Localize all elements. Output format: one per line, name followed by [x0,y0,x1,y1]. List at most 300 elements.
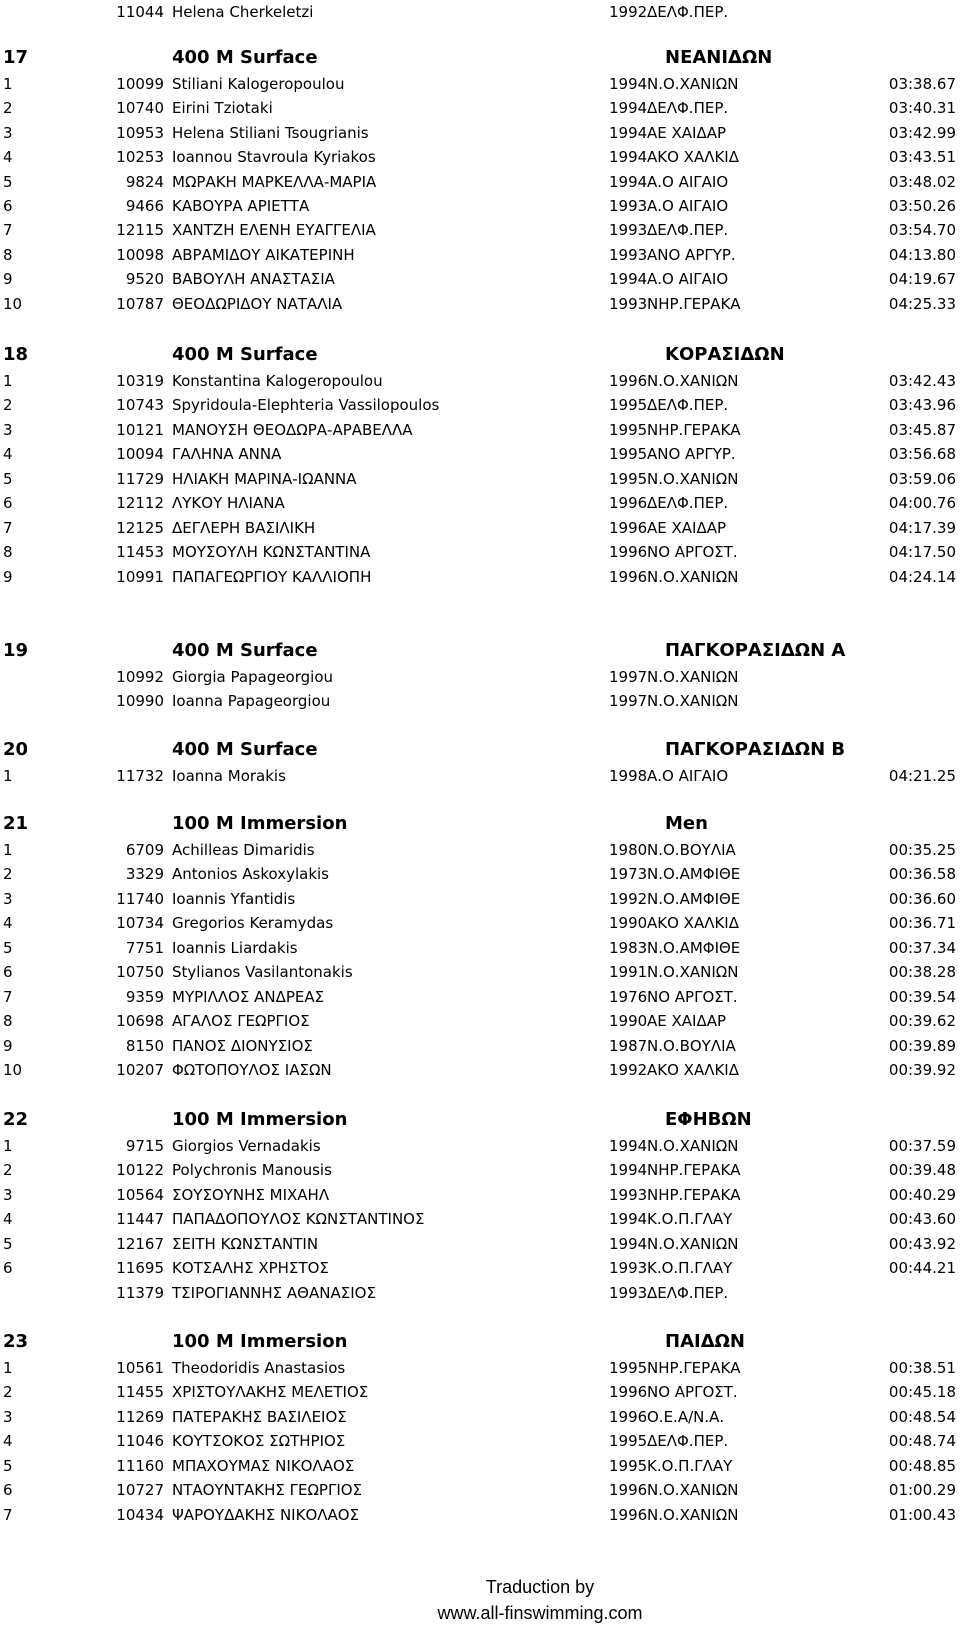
result-row [0,689,960,714]
result-row [0,887,960,912]
club-name: Ο.Ε.Α/Ν.Α. [647,1407,725,1426]
athlete-name: ΧΑΝΤΖΗ ΕΛΕΝΗ ΕΥΑΓΓΕΛΙΑ [172,221,376,240]
event-number: 19 [3,640,29,661]
athlete-id: 10750 [116,963,164,982]
event-name: 400 M Surface [172,640,318,661]
athlete-id: 10207 [116,1061,164,1080]
birth-year: 1996 [609,1481,648,1500]
rank: 1 [3,372,13,390]
athlete-id: 12115 [116,221,164,240]
rank: 8 [3,1012,13,1031]
athlete-name: ΣΕΙΤΗ ΚΩΝΣΤΑΝΤΙΝ [172,1234,319,1253]
club-name: ΑΚΟ ΧΑΛΚΙΔ [647,148,739,167]
result-row [0,194,960,219]
result-time: 03:43.51 [888,148,956,167]
birth-year: 1992 [609,3,648,21]
rank: 6 [3,1259,13,1278]
athlete-name: ΜΠΑΧΟΥΜΑΣ ΝΙΚΟΛΑΟΣ [172,1456,355,1475]
athlete-id: 10953 [116,123,164,142]
result-row [0,121,960,146]
rank: 3 [3,1185,13,1204]
rank: 5 [3,172,13,191]
athlete-name: Ioanna Morakis [172,767,286,785]
rank: 9 [3,270,13,289]
club-name: ΑΚΟ ΧΑΛΚΙΔ [647,1061,739,1080]
athlete-id: 9520 [125,270,164,289]
athlete-name: ΗΛΙΑΚΗ ΜΑΡΙΝΑ-ΙΩΑΝΝΑ [172,469,357,488]
result-row [0,145,960,170]
event-name: 100 M Immersion [172,1331,348,1352]
club-name: ΔΕΛΦ.ΠΕΡ. [647,396,729,415]
athlete-id: 10740 [116,99,164,118]
athlete-name: Achilleas Dimaridis [172,841,315,859]
athlete-id: 10121 [116,420,164,439]
event-category: ΝΕΑΝΙΔΩΝ [665,47,773,68]
club-name: Ν.Ο.ΧΑΝΙΩΝ [647,469,739,488]
event-number: 17 [3,47,29,68]
rank: 5 [3,1456,13,1475]
birth-year: 1996 [609,494,648,513]
athlete-name: ΠΑΤΕΡΑΚΗΣ ΒΑΣΙΛΕΙΟΣ [172,1407,347,1426]
athlete-id: 3329 [125,865,164,884]
rank: 1 [3,1137,13,1155]
result-time: 00:45.18 [888,1383,956,1402]
rank: 9 [3,1036,13,1055]
club-name: Ν.Ο.ΧΑΝΙΩΝ [647,1505,739,1524]
athlete-name: ΣΟΥΣΟΥΝΗΣ ΜΙΧΑΗΛ [172,1185,330,1204]
athlete-name: ΠΑΝΟΣ ΔΙΟΝΥΣΙΟΣ [172,1036,313,1055]
athlete-name: Stylianos Vasilantonakis [172,963,353,982]
club-name: Ν.Ο.ΧΑΝΙΩΝ [647,372,739,390]
rank: 5 [3,938,13,957]
athlete-id: 11453 [116,543,164,562]
athlete-id: 9466 [125,197,164,215]
result-time: 00:48.54 [888,1407,956,1426]
result-time: 04:19.67 [888,270,956,289]
result-row [0,1134,960,1159]
footer-line-1: Traduction by [485,1577,595,1597]
birth-year: 1994 [609,1137,648,1155]
club-name: Ν.Ο.ΒΟΥΛΙΑ [647,1036,736,1055]
birth-year: 1994 [609,99,648,118]
event-header [0,736,960,764]
event-header [0,1106,960,1134]
club-name: Κ.Ο.Π.ΓΛΑΥ [647,1456,733,1475]
athlete-id: 11455 [116,1383,164,1402]
event-header [0,810,960,838]
athlete-name: Giorgios Vernadakis [172,1137,321,1155]
athlete-name: ΜΩΡΑΚΗ ΜΑΡΚΕΛΛΑ-ΜΑΡΙΑ [172,172,377,191]
result-row [0,1380,960,1405]
athlete-name: ΑΒΡΑΜΙΔΟΥ ΑΙΚΑΤΕΡΙΝΗ [172,245,355,264]
athlete-name: Helena Stiliani Tsougrianis [172,123,369,142]
athlete-id: 11160 [116,1456,164,1475]
birth-year: 1976 [609,987,648,1006]
birth-year: 1996 [609,518,648,537]
rank: 6 [3,197,13,215]
athlete-id: 10561 [116,1359,164,1377]
athlete-id: 10094 [116,445,164,464]
result-time: 00:43.92 [888,1234,956,1253]
result-row [0,1183,960,1208]
event-category: ΠΑΙΔΩΝ [665,1331,745,1352]
event-header [0,44,960,72]
birth-year: 1994 [609,1210,648,1229]
rank: 1 [3,767,13,785]
birth-year: 1996 [609,543,648,562]
result-time: 03:59.06 [888,469,956,488]
athlete-name: Polychronis Manousis [172,1161,332,1180]
birth-year: 1990 [609,1012,648,1031]
rank: 4 [3,1432,13,1451]
club-name: Α.Ο ΑΙΓΑΙΟ [647,197,729,215]
result-time: 00:36.60 [888,889,956,908]
result-row [0,170,960,195]
club-name: ΑΚΟ ΧΑΛΚΙΔ [647,914,739,933]
club-name: Ν.Ο.ΧΑΝΙΩΝ [647,567,739,586]
athlete-name: Ioanna Papageorgiou [172,692,331,711]
athlete-id: 8150 [125,1036,164,1055]
athlete-name: ΦΩΤΟΠΟΥΛΟΣ ΙΑΣΩΝ [172,1061,332,1080]
event-category: ΠΑΓΚΟΡΑΣΙΔΩΝ Α [665,640,846,661]
event-header [0,1328,960,1356]
result-time: 04:13.80 [888,245,956,264]
birth-year: 1994 [609,1234,648,1253]
result-row [0,292,960,317]
birth-year: 1987 [609,1036,648,1055]
birth-year: 1995 [609,420,648,439]
rank: 7 [3,987,13,1006]
club-name: Ν.Ο.ΑΜΦΙΘΕ [647,865,741,884]
result-row [0,1454,960,1479]
athlete-name: ΝΤΑΟΥΝΤΑΚΗΣ ΓΕΩΡΓΙΟΣ [172,1481,363,1500]
athlete-name: Theodoridis Anastasios [172,1359,346,1377]
birth-year: 1994 [609,123,648,142]
result-row [0,936,960,961]
result-row [0,96,960,121]
club-name: Ν.Ο.ΧΑΝΙΩΝ [647,668,739,686]
birth-year: 1994 [609,270,648,289]
athlete-name: ΜΟΥΣΟΥΛΗ ΚΩΝΣΤΑΝΤΙΝΑ [172,543,371,562]
event-category: ΚΟΡΑΣΙΔΩΝ [665,344,785,365]
athlete-id: 10991 [116,567,164,586]
athlete-name: ΓΑΛΗΝΑ ΑΝΝΑ [172,445,282,464]
birth-year: 1996 [609,1505,648,1524]
footer-credit [0,1574,960,1626]
result-time: 00:39.62 [888,1012,956,1031]
rank: 6 [3,494,13,513]
club-name: ΑΕ ΧΑΙΔΑΡ [647,123,727,142]
club-name: Α.Ο ΑΙΓΑΙΟ [647,172,729,191]
athlete-id: 10122 [116,1161,164,1180]
result-time: 03:40.31 [888,99,956,118]
result-time: 03:42.43 [888,372,956,390]
result-row [0,764,960,789]
athlete-id: 7751 [125,938,164,957]
result-row [0,1207,960,1232]
birth-year: 1993 [609,197,648,215]
birth-year: 1991 [609,963,648,982]
birth-year: 1998 [609,767,648,785]
club-name: Κ.Ο.Π.ΓΛΑΥ [647,1210,733,1229]
result-row [0,1058,960,1083]
rank: 4 [3,445,13,464]
result-time: 00:48.74 [888,1432,956,1451]
birth-year: 1994 [609,1161,648,1180]
athlete-id: 10990 [116,692,164,711]
club-name: ΔΕΛΦ.ΠΕΡ. [647,221,729,240]
athlete-id: 10319 [116,372,164,390]
rank: 9 [3,567,13,586]
club-name: ΑΕ ΧΑΙΔΑΡ [647,518,727,537]
athlete-name: ΘΕΟΔΩΡΙΔΟΥ ΝΑΤΑΛΙΑ [172,294,343,313]
event-number: 23 [3,1331,29,1352]
rank: 1 [3,1359,13,1377]
club-name: Ν.Ο.ΒΟΥΛΙΑ [647,841,736,859]
result-row [0,565,960,590]
club-name: Ν.Ο.ΧΑΝΙΩΝ [647,1137,739,1155]
athlete-id: 12125 [116,518,164,537]
result-row [0,540,960,565]
club-name: Ν.Ο.ΧΑΝΙΩΝ [647,963,739,982]
rank: 2 [3,99,13,118]
club-name: ΑΝΟ ΑΡΓΥΡ. [647,445,736,464]
club-name: ΔΕΛΦ.ΠΕΡ. [647,494,729,513]
athlete-name: ΛΥΚΟΥ ΗΛΙΑΝΑ [172,494,285,513]
club-name: Κ.Ο.Π.ΓΛΑΥ [647,1259,733,1278]
athlete-name: Eirini Tziotaki [172,99,273,118]
birth-year: 1993 [609,1185,648,1204]
result-time: 04:00.76 [888,494,956,513]
athlete-id: 10787 [116,294,164,313]
athlete-name: Gregorios Keramydas [172,914,334,933]
birth-year: 1995 [609,445,648,464]
rank: 7 [3,221,13,240]
birth-year: 1994 [609,75,648,93]
footer-link[interactable]: www.all-finswimming.com [437,1603,643,1623]
birth-year: 1996 [609,1383,648,1402]
result-time: 00:40.29 [888,1185,956,1204]
athlete-id: 12112 [116,494,164,513]
athlete-id: 11729 [116,469,164,488]
birth-year: 1995 [609,396,648,415]
athlete-id: 10564 [116,1185,164,1204]
result-time: 03:43.96 [888,396,956,415]
result-time: 04:21.25 [888,767,956,785]
club-name: ΝΟ ΑΡΓΟΣΤ. [647,543,738,562]
result-row [0,985,960,1010]
club-name: ΝΗΡ.ΓΕΡΑΚΑ [647,420,741,439]
athlete-name: Antonios Askoxylakis [172,865,329,884]
birth-year: 1990 [609,914,648,933]
athlete-id: 12167 [116,1234,164,1253]
rank: 1 [3,75,13,93]
athlete-name: Ioannis Yfantidis [172,889,296,908]
rank: 2 [3,396,13,415]
athlete-name: ΜΑΝΟΥΣΗ ΘΕΟΔΩΡΑ-ΑΡΑΒΕΛΛΑ [172,420,413,439]
club-name: ΝΗΡ.ΓΕΡΑΚΑ [647,1359,741,1377]
birth-year: 1993 [609,1283,648,1302]
athlete-name: Giorgia Papageorgiou [172,668,334,686]
result-time: 00:38.51 [888,1359,956,1377]
result-time: 03:45.87 [888,420,956,439]
club-name: ΝΟ ΑΡΓΟΣΤ. [647,1383,738,1402]
rank: 6 [3,1481,13,1500]
athlete-id: 11379 [116,1283,164,1302]
result-row [0,218,960,243]
rank: 3 [3,1407,13,1426]
athlete-name: ΨΑΡΟΥΔΑΚΗΣ ΝΙΚΟΛΑΟΣ [172,1505,360,1524]
event-number: 21 [3,813,29,834]
athlete-name: ΒΑΒΟΥΛΗ ΑΝΑΣΤΑΣΙΑ [172,270,335,289]
result-row [0,243,960,268]
club-name: ΔΕΛΦ.ΠΕΡ. [647,3,729,21]
event-category: Men [665,813,708,834]
athlete-id: 10253 [116,148,164,167]
result-time: 04:17.39 [888,518,956,537]
birth-year: 1993 [609,221,648,240]
athlete-name: ΤΣΙΡΟΓΙΑΝΝΗΣ ΑΘΑΝΑΣΙΟΣ [172,1283,376,1302]
result-row [0,960,960,985]
birth-year: 1997 [609,692,648,711]
result-row [0,267,960,292]
club-name: ΑΝΟ ΑΡΓΥΡ. [647,245,736,264]
athlete-id: 10434 [116,1505,164,1524]
result-row [0,491,960,516]
rank: 7 [3,518,13,537]
athlete-id: 10992 [116,668,164,686]
result-row [0,1478,960,1503]
result-row [0,862,960,887]
club-name: Ν.Ο.ΧΑΝΙΩΝ [647,1234,739,1253]
birth-year: 1996 [609,567,648,586]
result-time: 00:37.59 [888,1137,956,1155]
athlete-name: ΚΟΤΣΑΛΗΣ ΧΡΗΣΤΟΣ [172,1259,329,1278]
result-time: 00:39.92 [888,1061,956,1080]
result-time: 00:39.48 [888,1161,956,1180]
athlete-name: ΜΥΡΙΛΛΟΣ ΑΝΔΡΕΑΣ [172,987,325,1006]
event-name: 400 M Surface [172,344,318,365]
event-category: ΠΑΓΚΟΡΑΣΙΔΩΝ Β [665,739,846,760]
birth-year: 1996 [609,1407,648,1426]
athlete-id: 11732 [116,767,164,785]
athlete-name: ΚΟΥΤΣΟΚΟΣ ΣΩΤΗΡΙΟΣ [172,1432,346,1451]
result-time: 00:37.34 [888,938,956,957]
result-time: 00:39.89 [888,1036,956,1055]
athlete-id: 11695 [116,1259,164,1278]
result-row [0,418,960,443]
result-row [0,442,960,467]
athlete-id: 9359 [125,987,164,1006]
club-name: Α.Ο ΑΙΓΑΙΟ [647,270,729,289]
event-header [0,637,960,665]
athlete-id: 6709 [125,841,164,859]
athlete-id: 9824 [125,172,164,191]
event-number: 18 [3,344,29,365]
birth-year: 1995 [609,1456,648,1475]
result-row [0,1256,960,1281]
rank: 5 [3,469,13,488]
result-row [0,369,960,394]
result-time: 03:54.70 [888,221,956,240]
birth-year: 1995 [609,1432,648,1451]
athlete-name: ΔΕΓΛΕΡΗ ΒΑΣΙΛΙΚΗ [172,518,316,537]
result-time: 03:50.26 [888,197,956,215]
birth-year: 1993 [609,294,648,313]
rank: 2 [3,865,13,884]
rank: 1 [3,841,13,859]
result-time: 00:35.25 [888,841,956,859]
club-name: Ν.Ο.ΑΜΦΙΘΕ [647,938,741,957]
rank: 8 [3,245,13,264]
result-row [0,1405,960,1430]
birth-year: 1973 [609,865,648,884]
birth-year: 1995 [609,1359,648,1377]
birth-year: 1993 [609,245,648,264]
athlete-id: 10698 [116,1012,164,1031]
athlete-name: Spyridoula-Elephteria Vassilopoulos [172,396,440,415]
athlete-name: Helena Cherkeletzi [172,3,314,21]
result-time: 00:38.28 [888,963,956,982]
rank: 4 [3,1210,13,1229]
result-time: 01:00.43 [888,1505,956,1524]
birth-year: 1992 [609,889,648,908]
result-time: 04:25.33 [888,294,956,313]
athlete-id: 11447 [116,1210,164,1229]
club-name: ΝΗΡ.ΓΕΡΑΚΑ [647,294,741,313]
club-name: ΔΕΛΦ.ΠΕΡ. [647,99,729,118]
event-name: 400 M Surface [172,47,318,68]
event-name: 400 M Surface [172,739,318,760]
result-row [0,467,960,492]
rank: 5 [3,1234,13,1253]
rank: 6 [3,963,13,982]
result-row [0,393,960,418]
rank: 10 [3,1061,23,1080]
result-time: 00:44.21 [888,1259,956,1278]
result-row [0,0,960,25]
result-time: 01:00.29 [888,1481,956,1500]
result-time: 03:38.67 [888,75,956,93]
athlete-id: 10743 [116,396,164,415]
result-row [0,516,960,541]
rank: 7 [3,1505,13,1524]
rank: 3 [3,123,13,142]
athlete-name: Konstantina Kalogeropoulou [172,372,383,390]
result-time: 00:48.85 [888,1456,956,1475]
athlete-id: 11046 [116,1432,164,1451]
athlete-id: 9715 [125,1137,164,1155]
result-row [0,665,960,690]
birth-year: 1995 [609,469,648,488]
result-row [0,1009,960,1034]
event-name: 100 M Immersion [172,1109,348,1130]
club-name: ΔΕΛΦ.ΠΕΡ. [647,1432,729,1451]
event-header [0,341,960,369]
rank: 2 [3,1161,13,1180]
result-time: 04:24.14 [888,567,956,586]
result-time: 03:56.68 [888,445,956,464]
birth-year: 1997 [609,668,648,686]
event-number: 20 [3,739,29,760]
birth-year: 1983 [609,938,648,957]
rank: 3 [3,889,13,908]
athlete-name: ΠΑΠΑΓΕΩΡΓΙΟΥ ΚΑΛΛΙΟΠΗ [172,567,372,586]
athlete-name: Ioannis Liardakis [172,938,298,957]
athlete-id: 10098 [116,245,164,264]
athlete-id: 11269 [116,1407,164,1426]
result-time: 03:42.99 [888,123,956,142]
